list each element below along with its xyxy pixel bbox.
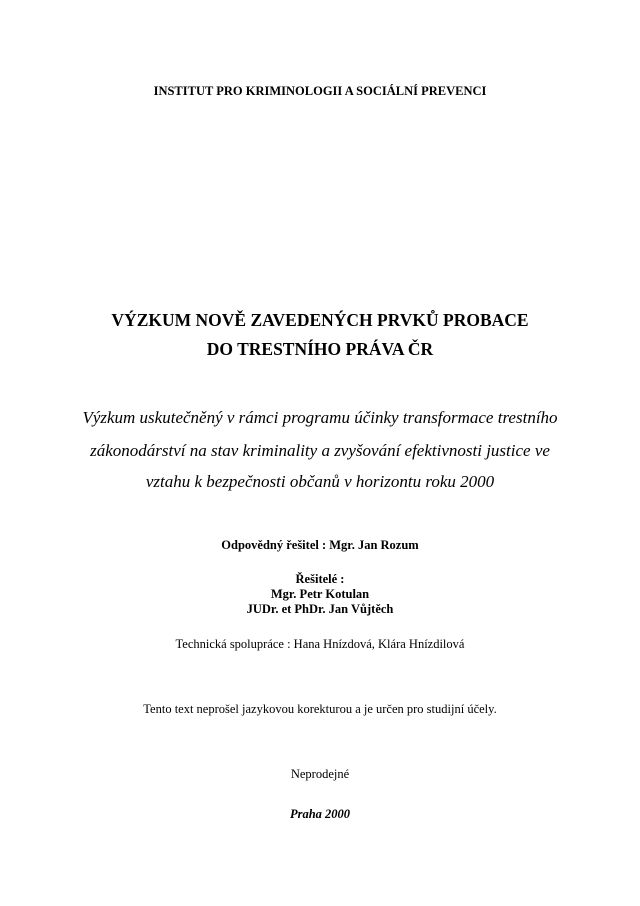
researcher-name: Mgr. Petr Kotulan — [270, 587, 370, 601]
researcher-name: JUDr. et PhDr. Jan Vůjtěch — [246, 602, 394, 616]
title-line-2: DO TRESTNÍHO PRÁVA ČR — [206, 339, 434, 359]
title-line-1: VÝZKUM NOVĚ ZAVEDENÝCH PRVKŮ PROBACE — [111, 310, 529, 330]
subtitle-line-3: vztahu k bezpečnosti občanů v horizontu roku 2000 — [145, 472, 495, 491]
researchers-label: Řešitelé : — [295, 572, 345, 586]
subtitle-line-2: zákonodárství na stav kriminality a zvyšování efektivnosti justice ve — [90, 441, 550, 460]
institute-name: INSTITUT PRO KRIMINOLOGII A SOCIÁLNÍ PREVENCI — [153, 84, 487, 98]
not-for-sale: Neprodejné — [290, 767, 350, 781]
responsible-researcher: Odpovědný řešitel : Mgr. Jan Rozum — [221, 538, 419, 552]
place-year: Praha 2000 — [289, 807, 351, 821]
subtitle-line-1: Výzkum uskutečněný v rámci programu účinky transformace trestního — [82, 408, 558, 427]
technical-cooperation: Technická spolupráce : Hana Hnízdová, Klára Hnízdilová — [175, 637, 465, 651]
proofreading-note: Tento text neprošel jazykovou korekturou a je určen pro studijní účely. — [143, 702, 497, 716]
